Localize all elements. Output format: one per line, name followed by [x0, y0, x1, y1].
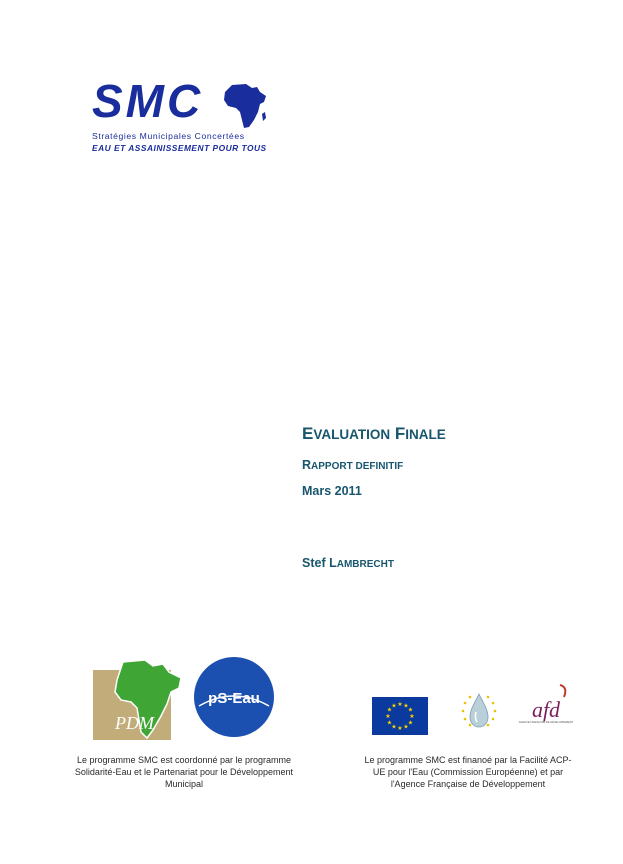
title-second-rest: INALE	[405, 427, 446, 442]
africa-map-icon	[222, 82, 268, 130]
svg-text:★: ★	[407, 706, 414, 714]
svg-text:★: ★	[407, 719, 414, 727]
smc-logo-letters: SMC	[92, 75, 204, 127]
coordination-caption: Le programme SMC est coordonné par le programme Solidarité-Eau et le Partenariat pour le Développement Municipal	[74, 755, 294, 789]
document-author	[302, 556, 394, 570]
title-word-rest: VALUATION	[313, 427, 391, 442]
author-first-name: Stef	[302, 556, 326, 570]
svg-text:★: ★	[403, 723, 409, 731]
author-last-rest: AMBRECHT	[336, 559, 394, 570]
pdm-logo	[93, 658, 189, 740]
pseau-label: pS-Eau	[208, 690, 260, 707]
subtitle-initial: R	[302, 458, 312, 472]
subtitle-rest: APPORT DEFINITIF	[311, 461, 404, 472]
afd-logo	[518, 683, 574, 731]
svg-text:★: ★	[385, 713, 391, 720]
document-subtitle	[302, 458, 403, 472]
smc-tagline: Stratégies Municipales Concertées	[92, 131, 245, 141]
author-last-initial: L	[329, 556, 337, 570]
svg-text:★: ★	[397, 701, 403, 708]
document-date: Mars 2011	[302, 484, 362, 498]
funding-caption: Le programme SMC est finanoé par la Facilité ACP-UE pour l'Eau (Commission Européenne) et par l'Agence Française de Développement	[364, 755, 572, 789]
smc-slogan: EAU ET ASSAINISSEMENT POUR TOUS	[92, 143, 267, 153]
afd-subtitle: AGENCE FRANÇAISE DE DÉVELOPPEMENT	[518, 721, 574, 724]
document-title	[302, 424, 446, 444]
svg-text:★: ★	[397, 725, 403, 732]
svg-text:★: ★	[403, 702, 409, 710]
afd-label: afd	[531, 697, 561, 722]
pseau-logo	[193, 656, 275, 738]
eu-flag-icon	[372, 697, 428, 735]
svg-text:★: ★	[391, 702, 397, 710]
svg-text:★: ★	[391, 723, 397, 731]
svg-text:★: ★	[409, 713, 415, 720]
water-drop-icon	[456, 690, 502, 732]
svg-text:★: ★	[386, 706, 393, 714]
title-second-initial: F	[394, 424, 406, 443]
svg-text:★: ★	[386, 719, 393, 727]
pdm-label: PDM	[115, 713, 154, 733]
title-initial: E	[302, 424, 314, 443]
